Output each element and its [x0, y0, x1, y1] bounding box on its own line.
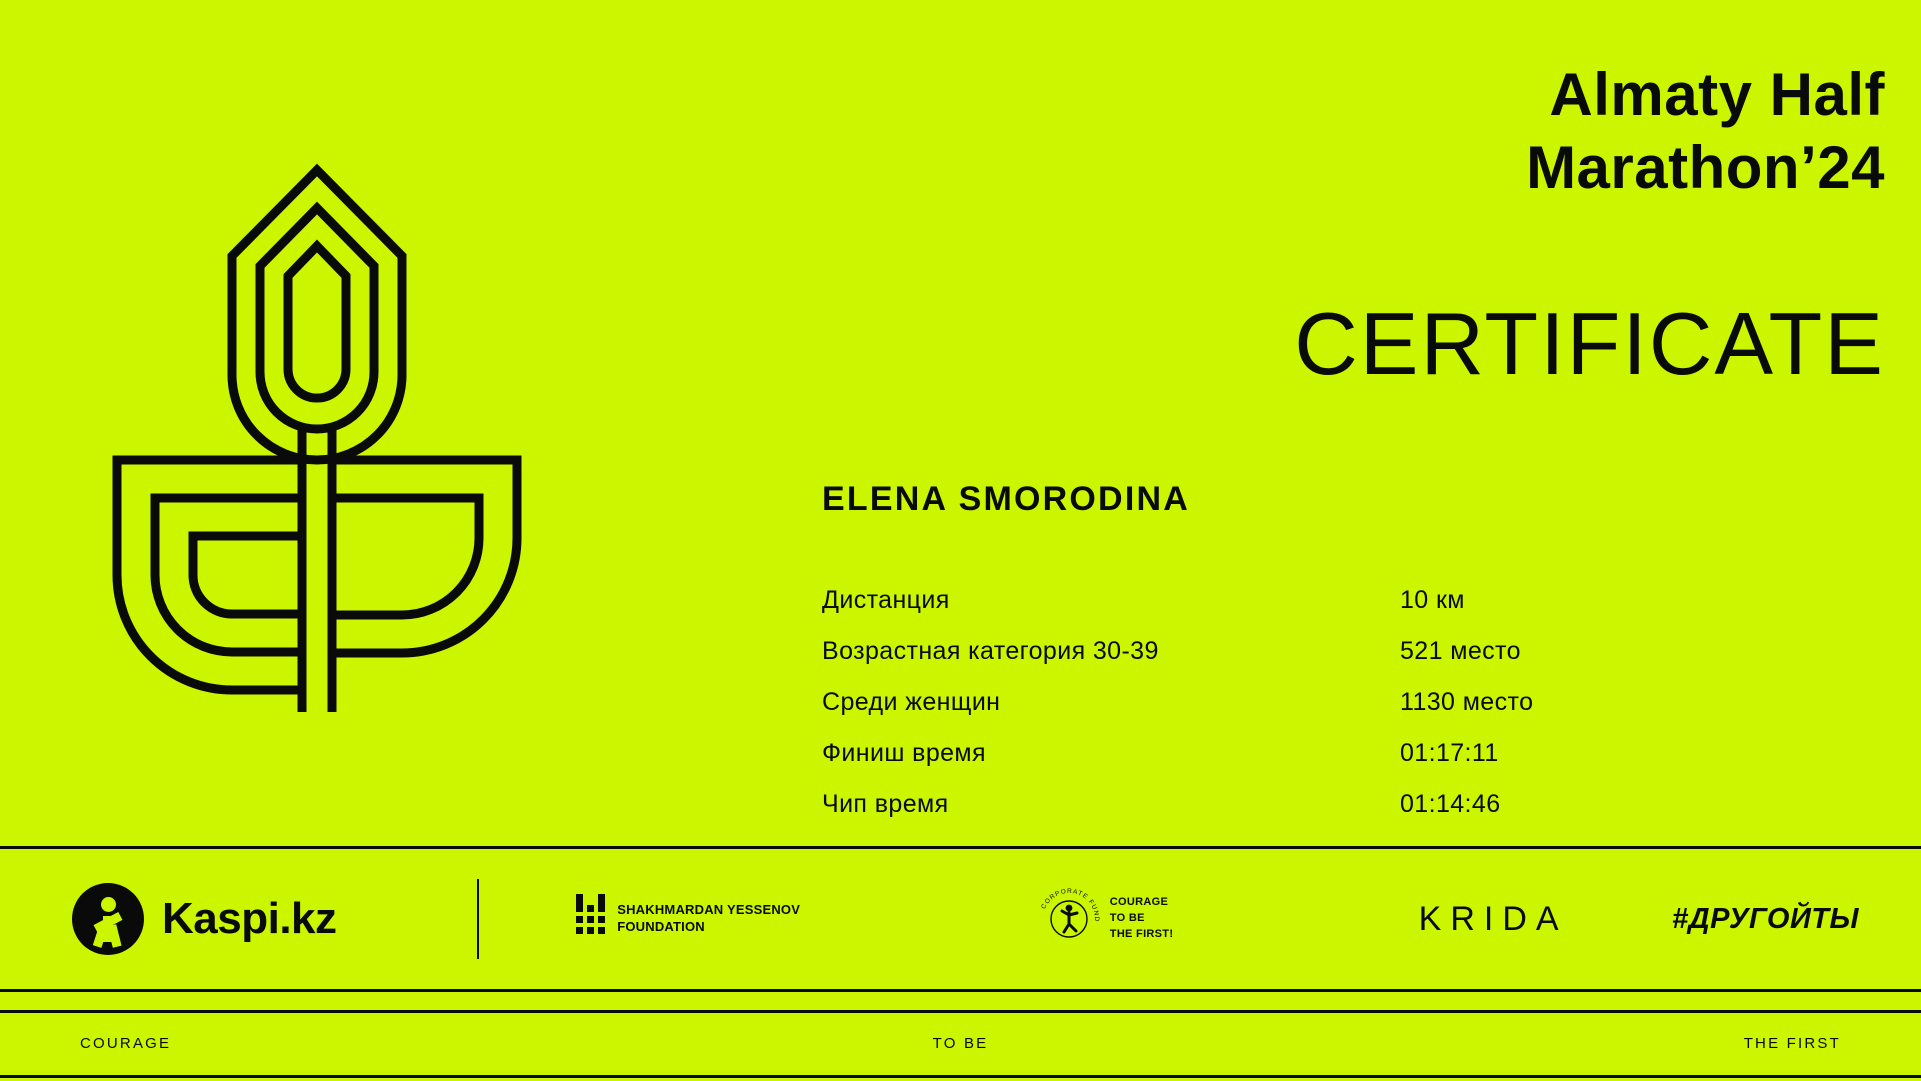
tulip-logo-icon: [62, 160, 572, 720]
kaspi-wordmark: Kaspi.kz: [162, 894, 337, 943]
sponsor-yessenov: [479, 849, 896, 989]
result-label: Дистанция: [822, 586, 950, 614]
courage-line-2: TO BE: [1109, 912, 1145, 925]
table-row: [822, 626, 1622, 677]
table-row: [822, 779, 1622, 830]
results-table: [822, 575, 1622, 830]
sponsor-drugoity: #ДРУГОЙТЫ: [1672, 902, 1860, 935]
result-label: Возрастная категория 30-39: [822, 637, 1159, 665]
slogan-band: [0, 1010, 1921, 1078]
courage-line-3: THE FIRST!: [1109, 927, 1174, 940]
result-label: Финиш время: [822, 739, 986, 767]
table-row: [822, 728, 1622, 779]
yessenov-bars-icon: [576, 905, 605, 934]
sponsor-courage-fund: [897, 849, 1314, 989]
slogan-center: TO BE: [932, 1035, 989, 1052]
result-value: 10 км: [1400, 586, 1465, 614]
slogan-right: THE FIRST: [1743, 1035, 1841, 1052]
event-title: [985, 58, 1885, 204]
result-value: 1130 место: [1400, 688, 1534, 716]
sponsor-kaspi: [0, 849, 477, 989]
sponsor-krida: KRIDA: [1418, 899, 1568, 938]
yessenov-line-2: FOUNDATION: [617, 919, 705, 934]
slogan-left: COURAGE: [80, 1035, 172, 1052]
table-row: [822, 575, 1622, 626]
result-label: Среди женщин: [822, 688, 1001, 716]
yessenov-line-1: SHAKHMARDAN YESSENOV: [617, 902, 801, 918]
certificate-heading: CERTIFICATE: [1294, 294, 1885, 393]
courage-line-1: COURAGE: [1109, 896, 1169, 909]
table-row: [822, 677, 1622, 728]
event-title-line-1: Almaty Half: [1549, 61, 1885, 128]
event-title-line-2: Marathon’24: [1526, 134, 1885, 202]
courage-runner-icon: [1038, 888, 1100, 950]
result-value: 01:17:11: [1400, 739, 1499, 767]
sponsor-band: [0, 846, 1921, 992]
svg-text:CORPORATE FUND: CORPORATE FUND: [1040, 888, 1100, 923]
athlete-name: ELENA SMORODINA: [822, 480, 1190, 518]
result-value: 01:14:46: [1400, 790, 1501, 818]
kaspi-figure-icon: [72, 883, 144, 955]
result-label: Чип время: [822, 790, 949, 818]
result-value: 521 место: [1400, 637, 1521, 665]
